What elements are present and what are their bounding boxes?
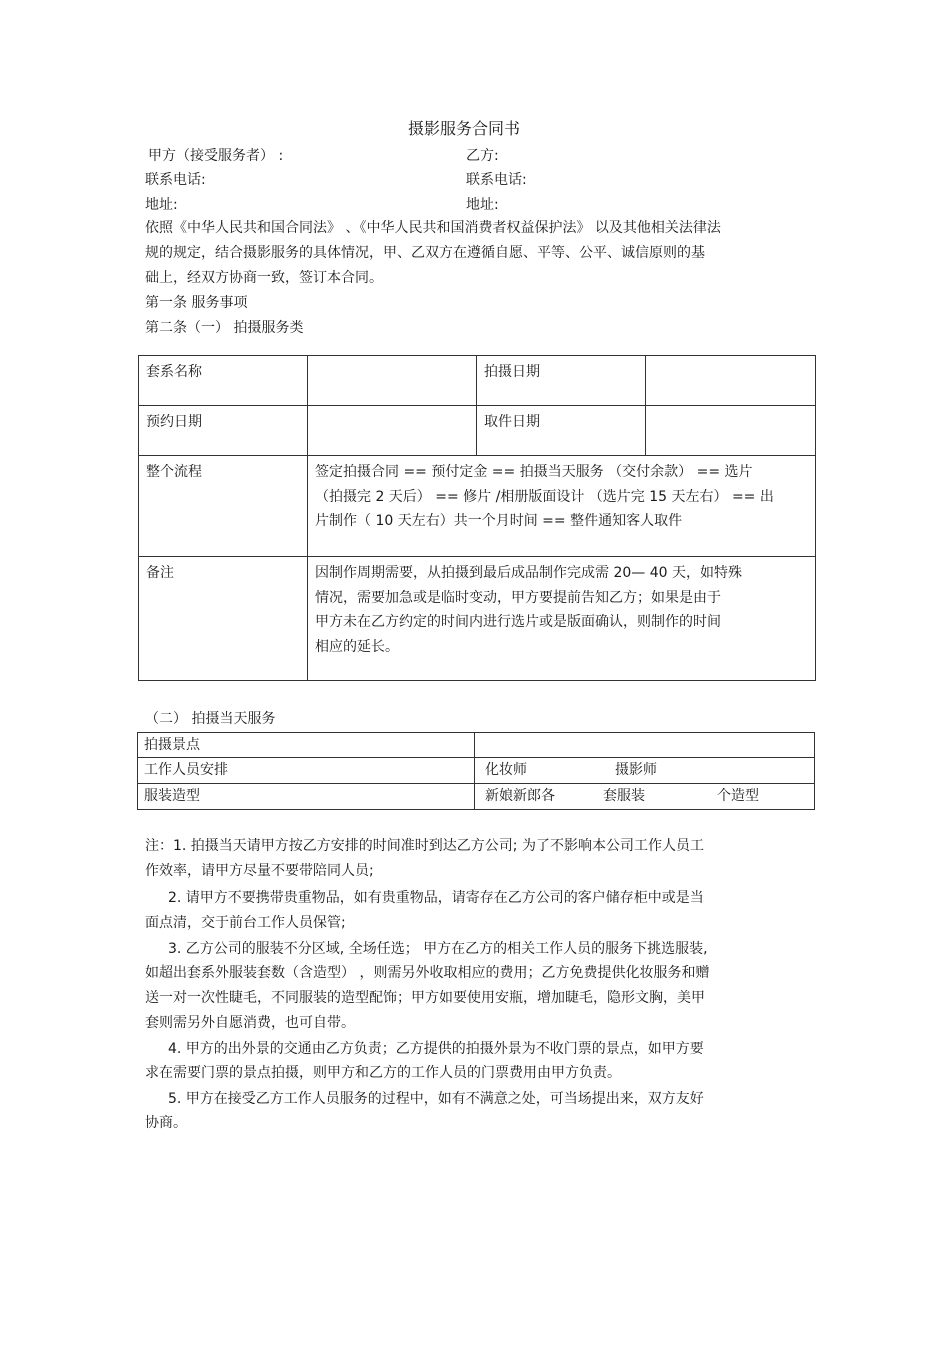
shoot-date-value-cell — [646, 356, 816, 406]
staff-photographer: 摄影师 — [615, 762, 657, 778]
costume-sets: 套服装 — [603, 788, 645, 804]
party-b-label: 乙方: — [466, 148, 499, 164]
article-2-heading: 第二条（一） 拍摄服务类 — [145, 320, 304, 336]
package-label-cell — [139, 356, 308, 406]
costume-value-cell — [475, 784, 815, 810]
pickup-date-label-cell — [477, 406, 646, 456]
process-value-cell — [308, 456, 816, 557]
staff-label: 工作人员安排 — [144, 762, 228, 778]
process-line: 签定拍摄合同 == 预付定金 == 拍摄当天服务 （交付余款） == 选片 — [315, 464, 753, 480]
remarks-label: 备注 — [146, 565, 174, 581]
staff-makeup: 化妆师 — [485, 762, 527, 778]
pickup-date-value-cell — [646, 406, 816, 456]
intro-line: 规的规定，结合摄影服务的具体情况，甲、乙双方在遵循自愿、平等、公平、诚信原则的基 — [145, 245, 705, 261]
note-3-line: 送一对一次性睫毛，不同服装的造型配饰；甲方如要使用安瓶，增加睫毛，隐形文胸，美甲 — [145, 990, 705, 1006]
shoot-date-label: 拍摄日期 — [484, 364, 540, 380]
intro-line: 础上，经双方协商一致，签订本合同。 — [145, 270, 383, 286]
process-label-cell — [139, 456, 308, 557]
party-a-address: 地址: — [145, 197, 178, 213]
note-5-line: 协商。 — [145, 1115, 187, 1131]
booking-date-label: 预约日期 — [146, 414, 202, 430]
shoot-date-label-cell — [477, 356, 646, 406]
process-line: 片制作（ 10 天左右）共一个月时间 == 整件通知客人取件 — [315, 513, 683, 529]
party-a-phone: 联系电话: — [145, 172, 206, 188]
party-a-label: 甲方（接受服务者） : — [148, 148, 284, 164]
intro-line: 依照《中华人民共和国合同法》 、《中华人民共和国消费者权益保护法》 以及其他相关法律法 — [145, 220, 721, 236]
shooting-service-table — [138, 355, 816, 681]
remarks-line: 因制作周期需要，从拍摄到最后成品制作完成需 20— 40 天，如特殊 — [315, 565, 742, 581]
costume-couple: 新娘新郎各 — [485, 788, 555, 804]
remarks-line: 情况，需要加急或是临时变动，甲方要提前告知乙方；如果是由于 — [315, 589, 721, 606]
pickup-date-label: 取件日期 — [484, 414, 540, 430]
booking-date-value-cell — [308, 406, 477, 456]
location-label: 拍摄景点 — [144, 737, 200, 753]
document-title: 摄影服务合同书 — [408, 119, 521, 138]
costume-label: 服装造型 — [144, 788, 200, 804]
section-2-heading: （二） 拍摄当天服务 — [145, 711, 276, 727]
staff-label-cell — [138, 758, 475, 784]
staff-value-cell — [475, 758, 815, 784]
booking-date-label-cell — [139, 406, 308, 456]
location-value-cell — [475, 733, 815, 758]
note-3-line: 如超出套系外服装套数（含造型） ，则需另外收取相应的费用；乙方免费提供化妆服务和赠 — [145, 965, 710, 981]
remarks-line: 甲方未在乙方约定的时间内进行选片或是版面确认，则制作的时间 — [315, 614, 721, 630]
note-3-line: 套则需另外自愿消费，也可自带。 — [145, 1015, 355, 1031]
package-value-cell — [308, 356, 477, 406]
process-label: 整个流程 — [146, 464, 202, 480]
article-1-heading: 第一条 服务事项 — [145, 295, 248, 311]
remarks-value-cell — [308, 557, 816, 681]
remarks-label-cell — [139, 557, 308, 681]
party-b-address: 地址: — [466, 197, 499, 213]
process-line: （拍摄完 2 天后） == 修片 /相册版面设计 （选片完 15 天左右） == 出 — [315, 488, 774, 505]
package-label: 套系名称 — [146, 364, 202, 380]
note-4-line: 4. 甲方的出外景的交通由乙方负责；乙方提供的拍摄外景为不收门票的景点，如甲方要 — [168, 1041, 704, 1057]
note-2-line: 面点清，交于前台工作人员保管; — [145, 915, 346, 931]
remarks-line: 相应的延长。 — [315, 638, 399, 655]
costume-label-cell — [138, 784, 475, 810]
note-1-line: 作效率，请甲方尽量不要带陪同人员; — [145, 863, 374, 879]
note-5-line: 5. 甲方在接受乙方工作人员服务的过程中，如有不满意之处，可当场提出来，双方友好 — [168, 1091, 704, 1107]
note-1-line: 注：1. 拍摄当天请甲方按乙方安排的时间准时到达乙方公司; 为了不影响本公司工作人员工 — [145, 838, 704, 854]
note-2-line: 2. 请甲方不要携带贵重物品，如有贵重物品，请寄存在乙方公司的客户储存柜中或是当 — [168, 890, 704, 906]
location-label-cell — [138, 733, 475, 758]
note-3-line: 3. 乙方公司的服装不分区域, 全场任选； 甲方在乙方的相关工作人员的服务下挑选服装, — [168, 941, 708, 957]
party-b-phone: 联系电话: — [466, 172, 527, 188]
costume-looks: 个造型 — [717, 788, 759, 804]
note-4-line: 求在需要门票的景点拍摄，则甲方和乙方的工作人员的门票费用由甲方负责。 — [145, 1065, 621, 1081]
shoot-day-service-table — [137, 732, 815, 810]
